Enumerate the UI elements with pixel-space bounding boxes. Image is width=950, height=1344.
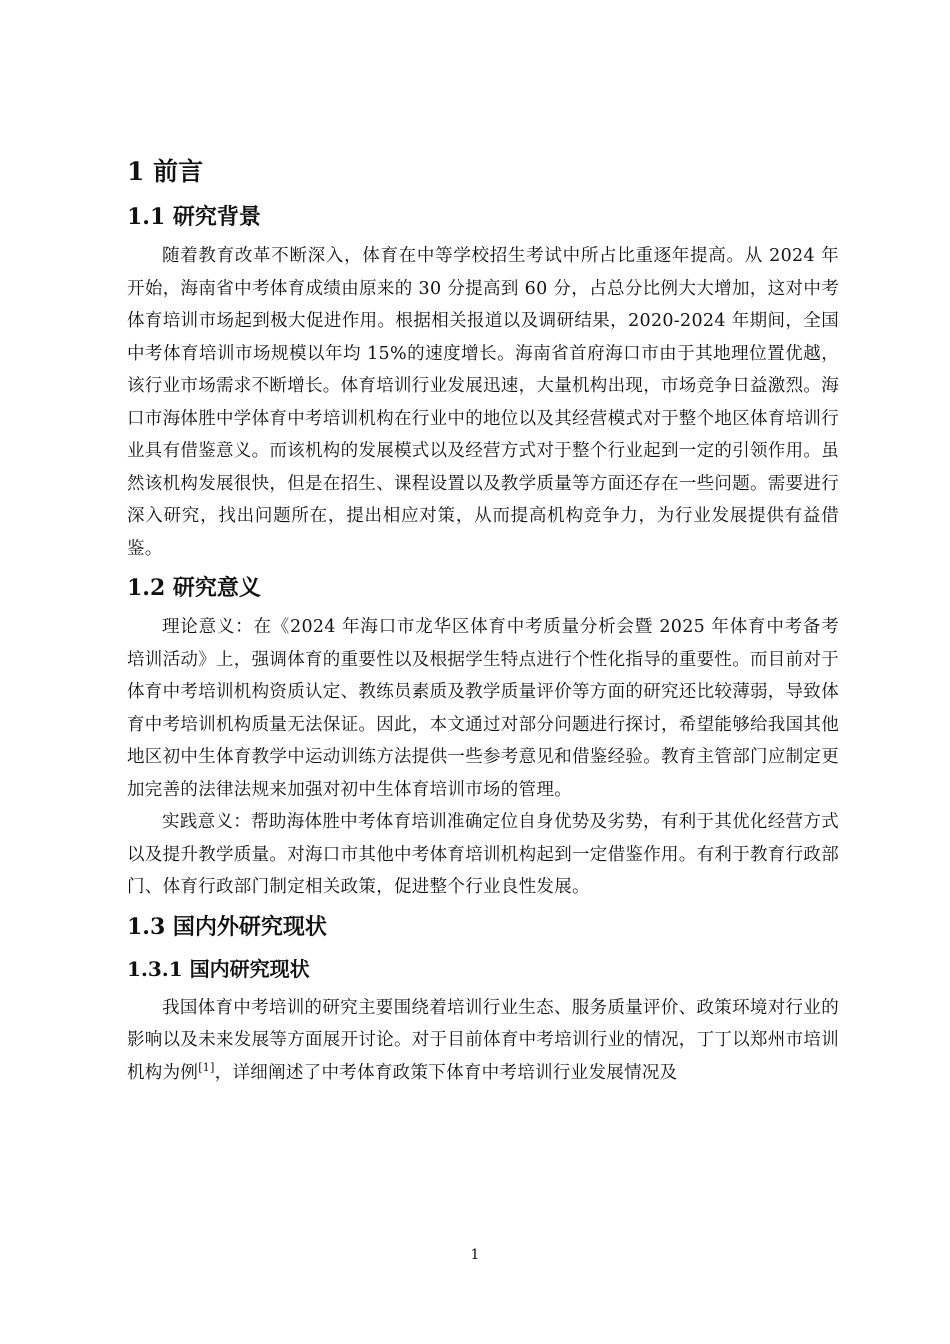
- chapter-heading: 1 前言: [127, 157, 204, 186]
- section-heading-research-status: 1.3 国内外研究现状: [127, 913, 327, 940]
- paragraph-practical-significance: 实践意义：帮助海体胜中考体育培训准确定位自身优势及劣势，有利于其优化经营方式以及提升教学质量。对海口市其他中考体育培训机构起到一定借鉴作用。有利于教育行政部门、体育行政部门制定相关政策，促进整个行业良性发展。: [127, 812, 839, 897]
- page-number: 1: [470, 1247, 480, 1263]
- document-body: [127, 152, 839, 1089]
- paragraph-domestic-research: [127, 992, 839, 1090]
- paragraph-text-part-1: 我国体育中考培训的研究主要围绕着培训行业生态、服务质量评价、政策环境对行业的影响以及未来发展等方面展开讨论。对于目前体育中考培训行业的情况，丁丁以郑州市培训机构为例: [127, 997, 839, 1083]
- citation-reference[interactable]: [1]: [198, 1060, 215, 1074]
- subsection-heading-domestic-research: 1.3.1 国内研究现状: [127, 956, 310, 981]
- section-heading-research-significance: 1.2 研究意义: [127, 575, 261, 601]
- paragraph-text-part-2: ，详细阐述了中考体育政策下体育中考培训行业发展情况及: [214, 1062, 678, 1083]
- paragraph-research-background: 随着教育改革不断深入，体育在中等学校招生考试中所占比重逐年提高。从 2024 年开始，海南省中考体育成绩由原来的 30 分提高到 60 分，占总分比例大大增加，这对中考体育培训市场起到极大促进作用。根据相关报道以及调研结果，2020-2024 年期间，全国中考体育培训市场规模以年均 15%的速度增长。海南省首府海口市由于其地理位置优越，该行业市场需求不断增长。体育培训行业发展迅速，大量机构出现，市场竞争日益激烈。海口市海体胜中学体育中考培训机构在行业中的地位以及其经营模式对于整个地区体育培训行业具有借鉴意义。而该机构的发展模式以及经营方式对于整个行业起到一定的引领作用。虽然该机构发展很快，但是在招生、课程设置以及教学质量等方面还存在一些问题。需要进行深入研究，找出问题所在，提出相应对策，从而提高机构竞争力，为行业发展提供有益借鉴。: [127, 246, 839, 559]
- section-heading-research-background: 1.1 研究背景: [127, 204, 261, 230]
- paragraph-theoretical-significance: 理论意义：在《2024 年海口市龙华区体育中考质量分析会暨 2025 年体育中考备考培训活动》上，强调体育的重要性以及根据学生特点进行个性化指导的重要性。而目前对于体育中考培训机构资质认定、教练员素质及教学质量评价等方面的研究还比较薄弱，导致体育中考培训机构质量无法保证。因此，本文通过对部分问题进行探讨，希望能够给我国其他地区初中生体育教学中运动训练方法提供一些参考意见和借鉴经验。教育主管部门应制定更加完善的法律法规来加强对初中生体育培训市场的管理。: [127, 617, 839, 800]
